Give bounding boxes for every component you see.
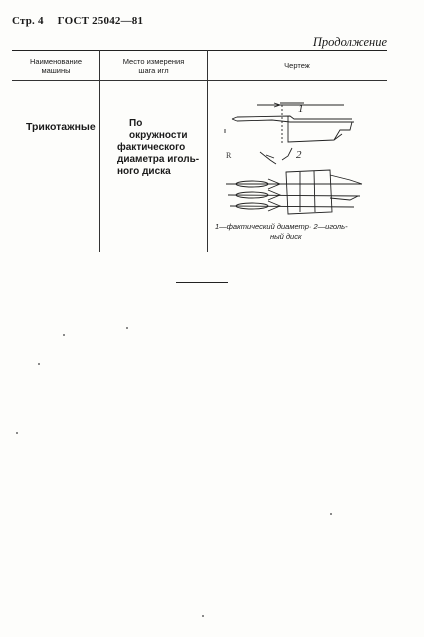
column-header-place-line2: шага игл: [138, 66, 169, 75]
scan-speck: [63, 334, 65, 336]
drawing-caption: [215, 222, 375, 241]
leader-2: [282, 148, 292, 160]
scan-speck: [38, 363, 40, 365]
table-header-border: [12, 80, 387, 81]
scan-speck: [330, 513, 332, 515]
disk-section: [286, 170, 332, 214]
column-header-drawing: [209, 61, 385, 70]
place-line: фактического: [117, 142, 186, 153]
standard-number: ГОСТ 25042—81: [57, 15, 144, 27]
cell-measurement-place: [117, 118, 203, 178]
column-header-machine-line2: машины: [41, 66, 71, 75]
needle-disk-drawing: [222, 100, 382, 218]
place-line: ного диска: [117, 166, 171, 177]
cell-machine-name: Трикотажные: [26, 121, 96, 133]
needle-lower: [237, 120, 354, 122]
caption-line-1: 1—фактический диаметр· 2—иголь-: [215, 222, 348, 231]
column-header-drawing-line1: Чертеж: [284, 61, 310, 70]
continuation-label: Продолжение: [312, 35, 387, 49]
needle-row: [226, 179, 362, 211]
disk-outline: [288, 116, 352, 142]
place-line: диаметра иголь-: [117, 154, 200, 165]
place-line: По окружности: [129, 118, 188, 141]
scan-speck: [202, 615, 204, 617]
end-of-table-rule: [176, 282, 228, 283]
disk-edge: [334, 134, 342, 140]
page-header: [12, 15, 143, 27]
column-header-machine-line1: Наименование: [30, 57, 82, 66]
column-header-place-line1: Место измерения: [122, 57, 185, 66]
label-r: R: [226, 151, 232, 160]
label-2: 2: [296, 149, 302, 161]
table-top-border: [12, 50, 387, 51]
scan-speck: [126, 327, 128, 329]
scan-speck: [16, 432, 18, 434]
column-divider-2: [207, 50, 208, 252]
needle-upper: [237, 116, 352, 119]
page-label: Стр. 4: [12, 15, 44, 27]
column-header-place: [101, 57, 206, 75]
column-divider-1: [99, 50, 100, 252]
caption-line-2: ный диск: [270, 231, 302, 241]
needle-tip: [232, 117, 237, 119]
column-header-machine: [14, 57, 98, 75]
label-1: 1: [298, 103, 304, 115]
